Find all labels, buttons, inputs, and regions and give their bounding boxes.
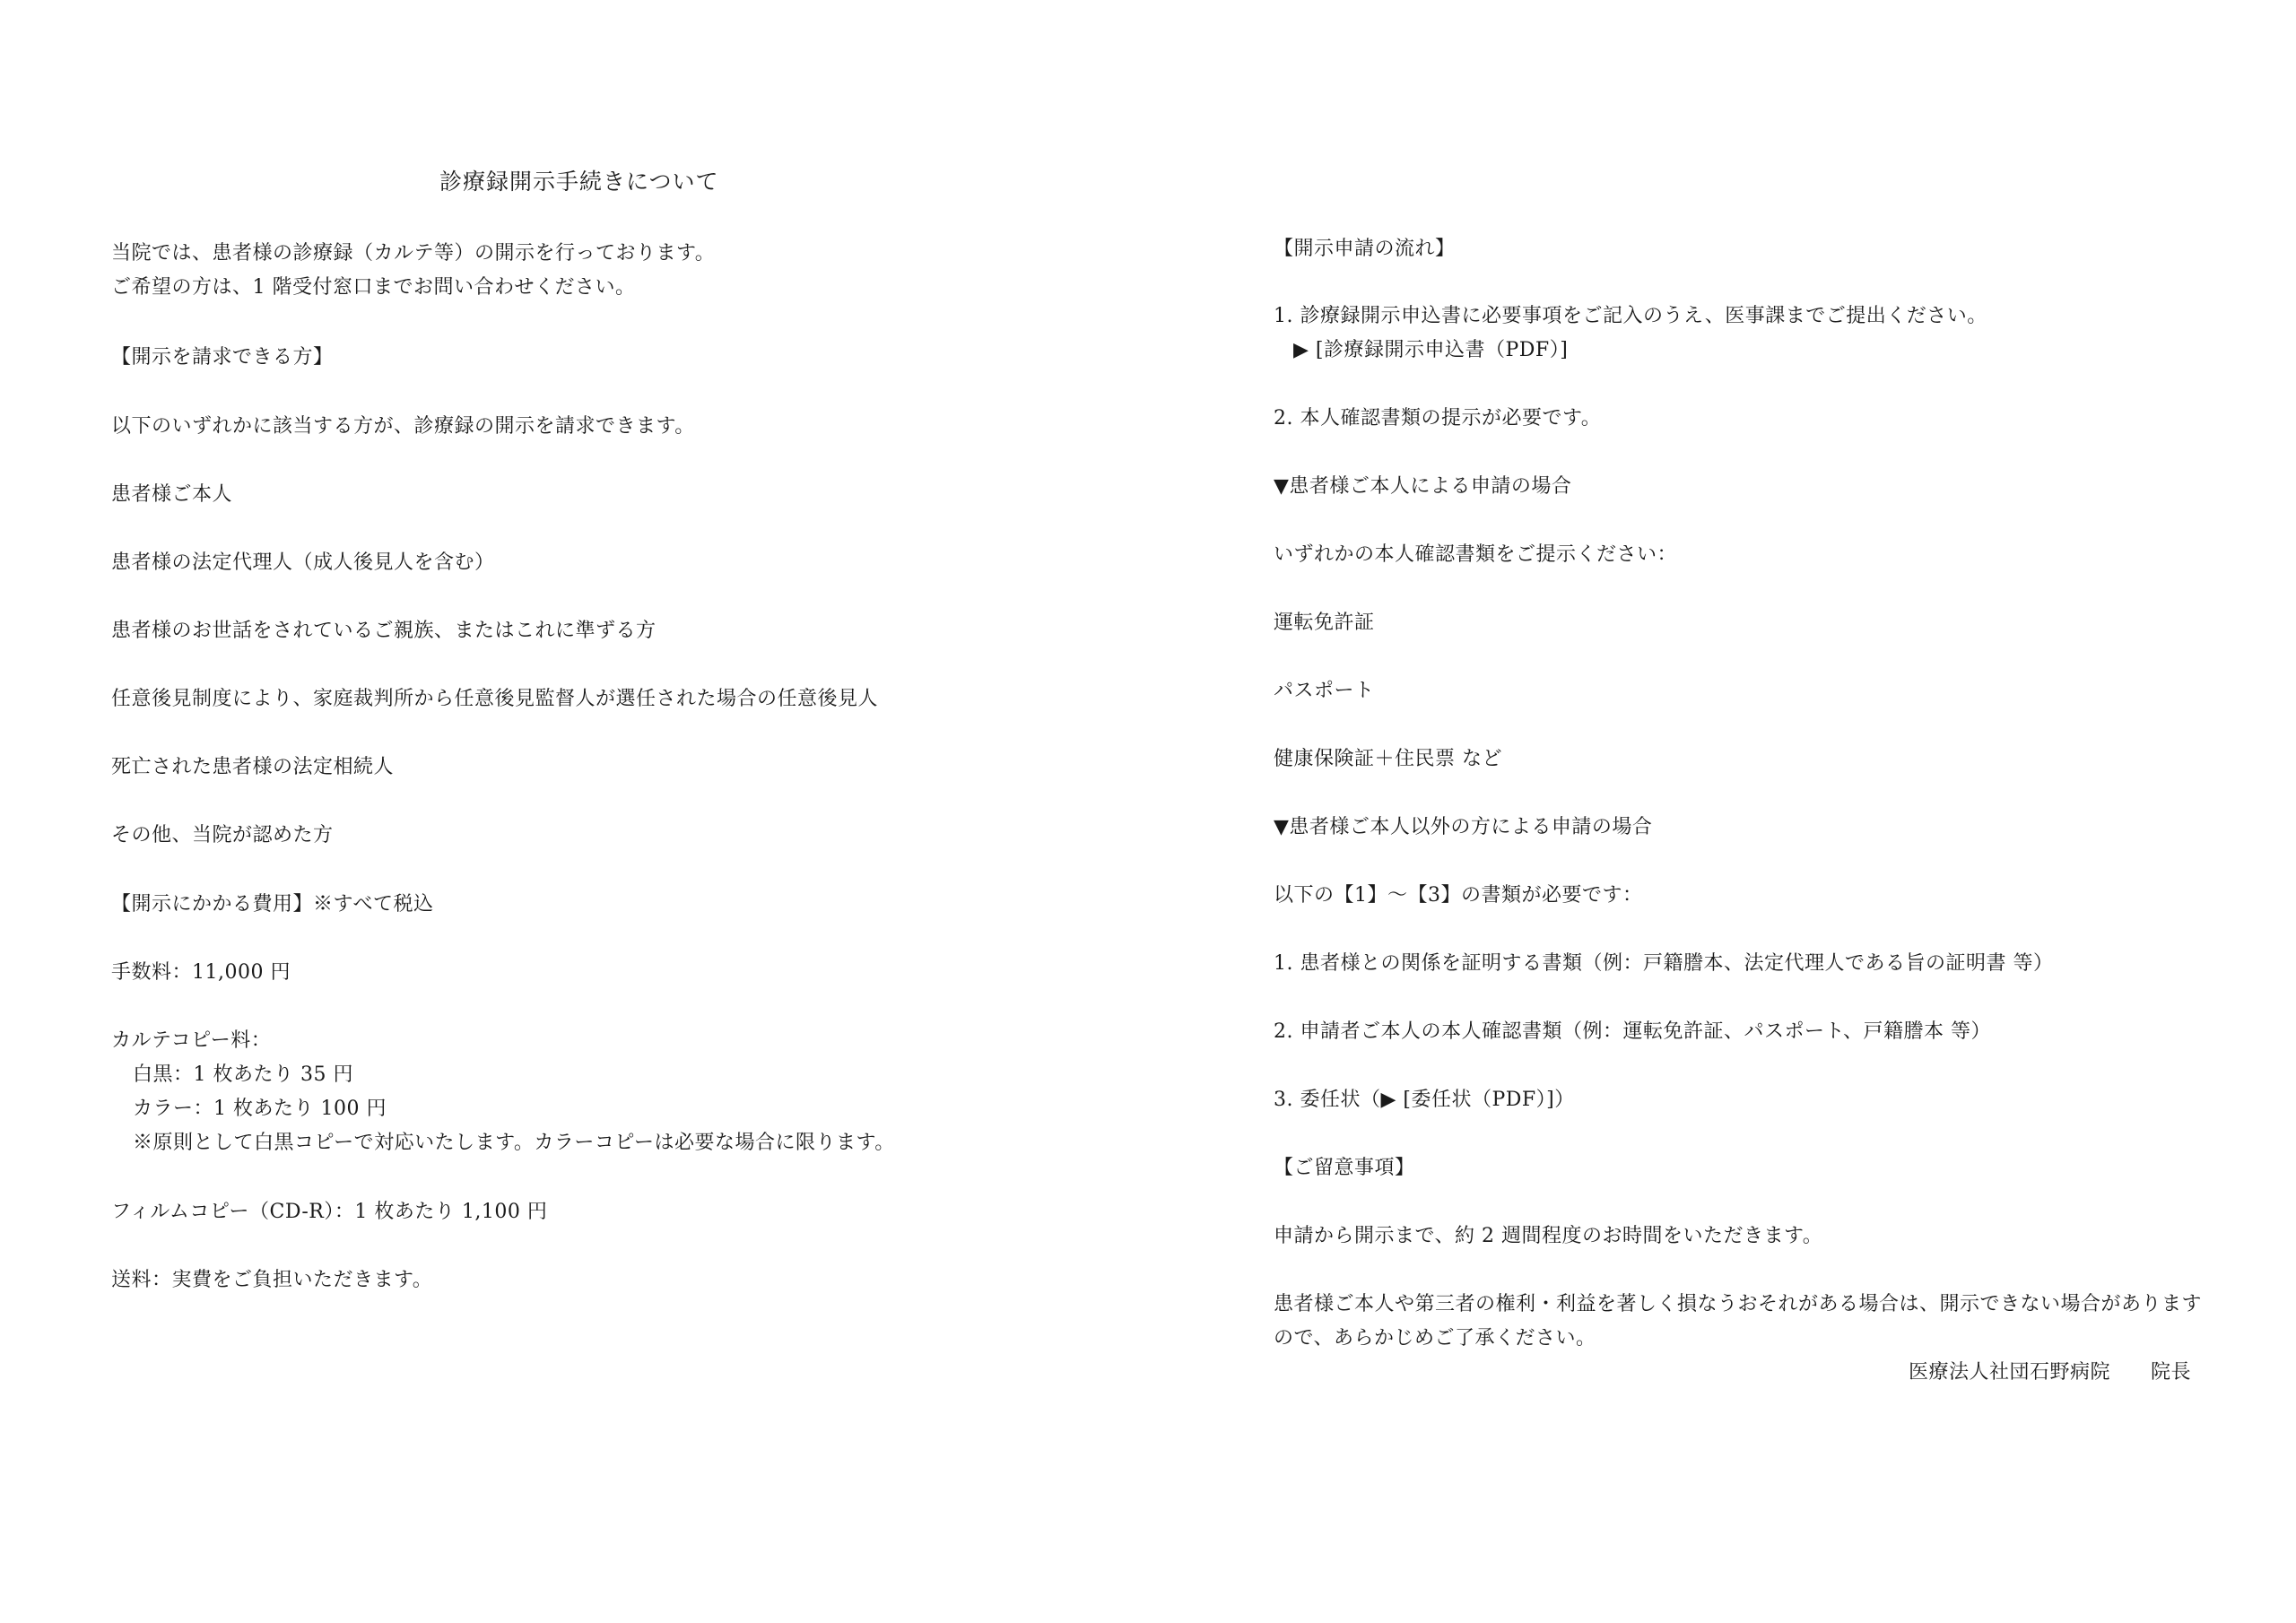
fee-handling: 手数料：11,000 円: [111, 961, 291, 984]
proxy-document-item[interactable]: 3. 委任状（▶ [委任状（PDF）]）: [1274, 1089, 1575, 1111]
id-document-item: 健康保険証＋住民票 など: [1274, 748, 1502, 770]
eligible-item: 患者様ご本人: [111, 483, 233, 506]
flow-heading: 【開示申請の流れ】: [1274, 238, 1456, 260]
notes-heading: 【ご留意事項】: [1274, 1157, 1415, 1179]
note-1: 申請から開示まで、約 2 週間程度のお時間をいただきます。: [1274, 1225, 1823, 1247]
proxy-application-heading: ▼患者様ご本人以外の方による申請の場合: [1274, 816, 1653, 838]
copy-fee-note: ※原則として白黒コピーで対応いたします。カラーコピーは必要な場合に限ります。: [133, 1132, 895, 1154]
id-document-item: 運転免許証: [1274, 612, 1375, 634]
postage: 送料：実費をご負担いただきます。: [111, 1269, 433, 1291]
copy-fee-heading: カルテコピー料：: [111, 1029, 272, 1052]
id-document-item: パスポート: [1274, 680, 1375, 702]
step-2: 2. 本人確認書類の提示が必要です。: [1274, 407, 1602, 430]
intro-line-2: ご希望の方は、1 階受付窓口までお問い合わせください。: [111, 276, 636, 299]
fees-heading: 【開示にかかる費用】※すべて税込: [111, 893, 434, 916]
proxy-application-intro: 以下の【1】〜【3】の書類が必要です：: [1274, 884, 1643, 907]
eligible-item: その他、当院が認めた方: [111, 824, 334, 846]
film-copy-fee: フィルムコピー（CD-R）：1 枚あたり 1,100 円: [111, 1201, 548, 1223]
proxy-document-item: 1. 患者様との関係を証明する書類（例：戸籍謄本、法定代理人である旨の証明書 等）: [1274, 952, 2054, 975]
signature: 医療法人社団石野病院 院長: [1908, 1361, 2191, 1384]
self-application-intro: いずれかの本人確認書類をご提示ください：: [1274, 543, 1678, 566]
self-application-heading: ▼患者様ご本人による申請の場合: [1274, 475, 1572, 498]
intro-line-1: 当院では、患者様の診療録（カルテ等）の開示を行っております。: [111, 242, 716, 265]
eligible-item: 患者様の法定代理人（成人後見人を含む）: [111, 551, 495, 574]
note-2-line-1: 患者様ご本人や第三者の権利・利益を著しく損なうおそれがある場合は、開示できない場合があります: [1274, 1293, 2203, 1315]
page-title: 診療録開示手続きについて: [439, 169, 719, 195]
step-1: 1. 診療録開示申込書に必要事項をご記入のうえ、医事課までご提出ください。: [1274, 305, 1987, 327]
eligible-intro: 以下のいずれかに該当する方が、診療録の開示を請求できます。: [111, 415, 695, 438]
eligible-item: 患者様のお世話をされているご親族、またはこれに準ずる方: [111, 620, 657, 642]
copy-fee-color: カラー：1 枚あたり 100 円: [133, 1098, 387, 1120]
application-form-pdf-link[interactable]: ▶ [診療録開示申込書（PDF）]: [1293, 339, 1569, 361]
eligible-heading: 【開示を請求できる方】: [111, 346, 334, 369]
copy-fee-bw: 白黒：1 枚あたり 35 円: [133, 1063, 353, 1086]
note-2-line-2: ので、あらかじめご了承ください。: [1274, 1327, 1596, 1350]
eligible-item: 死亡された患者様の法定相続人: [111, 756, 395, 778]
proxy-document-item: 2. 申請者ご本人の本人確認書類（例：運転免許証、パスポート、戸籍謄本 等）: [1274, 1020, 1991, 1043]
eligible-item: 任意後見制度により、家庭裁判所から任意後見監督人が選任された場合の任意後見人: [111, 688, 879, 710]
